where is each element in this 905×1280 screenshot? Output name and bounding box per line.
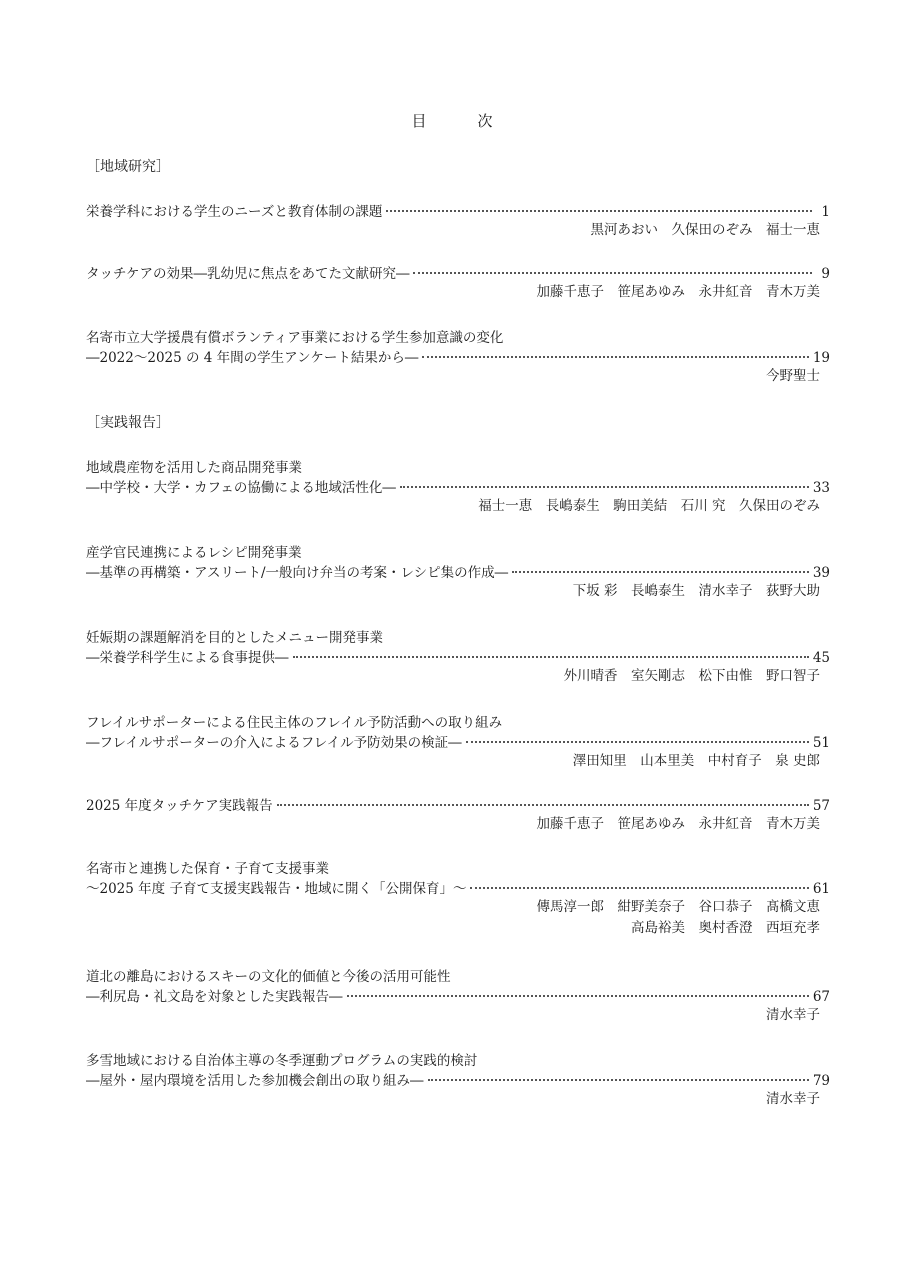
- section-heading-practice-report: ［実践報告］: [86, 415, 170, 431]
- entry-title: 名寄市と連携した保育・子育て支援事業: [86, 861, 329, 877]
- dot-leader: [422, 356, 808, 358]
- page-number: 67: [812, 989, 830, 1005]
- entry-authors: 澤田知里 山本里美 中村育子 泉 史郎: [572, 753, 820, 769]
- page-number: 79: [812, 1073, 830, 1089]
- page-number: 1: [821, 204, 830, 220]
- entry-subtitle: ―フレイルサポーターの介入によるフレイル予防効果の検証―: [86, 735, 462, 751]
- toc-entry[interactable]: [86, 456, 830, 517]
- entry-title: 妊娠期の課題解消を目的としたメニュー開発事業: [86, 630, 383, 646]
- page-number: 51: [812, 735, 830, 751]
- toc-entry[interactable]: [86, 794, 830, 835]
- entry-authors: 加藤千恵子 笹尾あゆみ 永井紅音 青木万美: [536, 816, 820, 832]
- entry-title: 名寄市立大学援農有償ボランティア事業における学生参加意識の変化: [86, 330, 504, 346]
- page-number: 45: [812, 650, 830, 666]
- section-heading-regional-research: ［地域研究］: [86, 159, 170, 175]
- entry-title: 産学官民連携によるレシピ開発事業: [86, 545, 302, 561]
- entry-subtitle: ―中学校・大学・カフェの協働による地域活性化―: [86, 480, 396, 496]
- entry-title: 2025 年度タッチケア実践報告: [86, 798, 273, 814]
- entry-authors: 今野聖士: [766, 368, 820, 384]
- page-title-right: 次: [477, 112, 494, 130]
- page-number: 33: [812, 480, 830, 496]
- entry-authors: 黒河あおい 久保田のぞみ 福士一恵: [590, 222, 820, 238]
- toc-entry[interactable]: [86, 326, 830, 387]
- page-number: 9: [821, 266, 830, 282]
- toc-entry[interactable]: [86, 711, 830, 772]
- entry-authors: 清水幸子: [766, 1007, 820, 1023]
- page-number: 39: [812, 565, 830, 581]
- dot-leader: [386, 210, 812, 212]
- entry-subtitle: ―屋外・屋内環境を活用した参加機会創出の取り組み―: [86, 1073, 424, 1089]
- page-number: 61: [812, 881, 830, 897]
- dot-leader: [512, 571, 809, 573]
- page-title-left: 目: [411, 112, 428, 130]
- toc-entry[interactable]: [86, 965, 830, 1026]
- toc-entry[interactable]: [86, 200, 830, 241]
- dot-leader: [428, 1079, 809, 1081]
- toc-entry[interactable]: [86, 541, 830, 602]
- entry-subtitle: ―2022～2025 の 4 年間の学生アンケート結果から―: [86, 350, 419, 366]
- entry-title: 地域農産物を活用した商品開発事業: [86, 460, 302, 476]
- dot-leader: [466, 741, 809, 743]
- toc-entry[interactable]: [86, 262, 830, 303]
- page-title: [0, 110, 905, 131]
- entry-authors: 外川晴香 室矢剛志 松下由惟 野口智子: [563, 668, 820, 684]
- dot-leader: [277, 804, 809, 806]
- page-number: 57: [812, 798, 830, 814]
- entry-title: 栄養学科における学生のニーズと教育体制の課題: [86, 204, 383, 220]
- dot-leader: [400, 486, 809, 488]
- entry-subtitle: ―基準の再構築・アスリート/一般向け弁当の考案・レシピ集の作成―: [86, 565, 509, 581]
- dot-leader: [413, 272, 812, 274]
- entry-title: タッチケアの効果―乳幼児に焦点をあてた文献研究―: [86, 266, 410, 282]
- entry-subtitle: ～2025 年度 子育て支援実践報告・地域に開く「公開保育」～: [86, 881, 467, 897]
- entry-authors: 下坂 彩 長嶋泰生 清水幸子 荻野大助: [572, 583, 820, 599]
- entry-authors: 加藤千恵子 笹尾あゆみ 永井紅音 青木万美: [536, 284, 820, 300]
- entry-title: 多雪地域における自治体主導の冬季運動プログラムの実践的検討: [86, 1053, 478, 1069]
- page-number: 19: [812, 350, 830, 366]
- dot-leader: [347, 995, 809, 997]
- entry-subtitle: ―栄養学科学生による食事提供―: [86, 650, 289, 666]
- entry-authors: 傳馬淳一郎 紺野美奈子 谷口恭子 髙橋文恵: [536, 899, 820, 915]
- entry-authors: 高島裕美 奥村香澄 西垣充孝: [631, 920, 820, 936]
- entry-authors: 清水幸子: [766, 1091, 820, 1107]
- toc-entry[interactable]: [86, 626, 830, 687]
- entry-title: 道北の離島におけるスキーの文化的価値と今後の活用可能性: [86, 969, 451, 985]
- entry-subtitle: ―利尻島・礼文島を対象とした実践報告―: [86, 989, 343, 1005]
- toc-entry[interactable]: [86, 1049, 830, 1110]
- entry-authors: 福士一恵 長嶋泰生 駒田美結 石川 究 久保田のぞみ: [478, 498, 820, 514]
- dot-leader: [293, 656, 809, 658]
- entry-title: フレイルサポーターによる住民主体のフレイル予防活動への取り組み: [86, 715, 503, 731]
- toc-entry[interactable]: [86, 857, 830, 939]
- dot-leader: [470, 887, 808, 889]
